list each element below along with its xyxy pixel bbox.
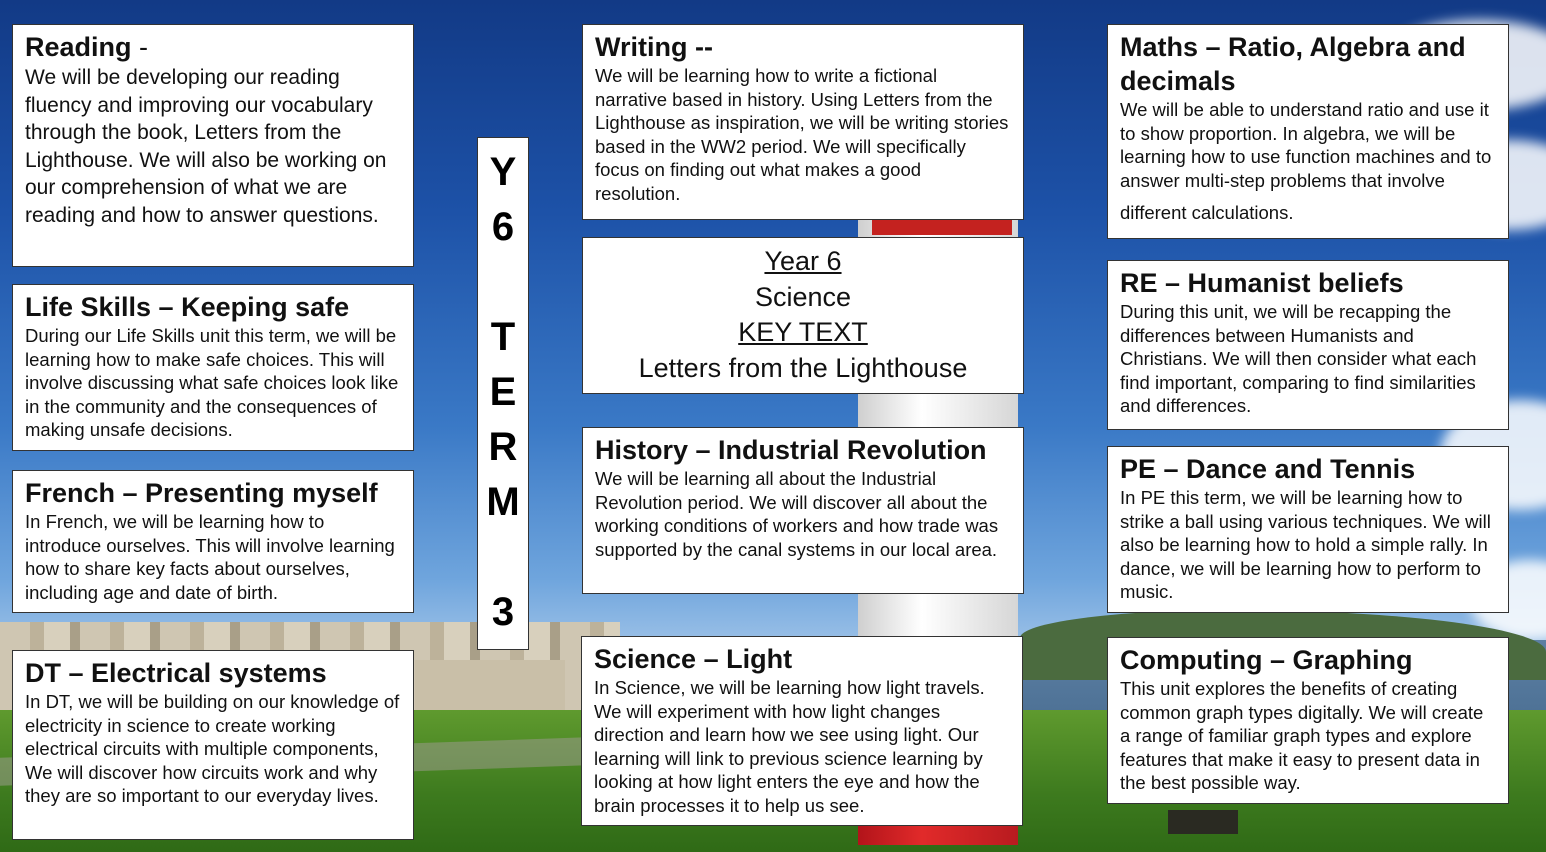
writing-box bbox=[582, 24, 1024, 220]
key-text-title: Letters from the Lighthouse bbox=[638, 352, 968, 383]
science-body: In Science, we will be learning how light travels. We will experiment with how light changes direction and learn how we see using light. Our learning will link to previous science learning by looking at how light enters the eye and how the brain processes it to help us see. bbox=[594, 677, 985, 816]
dt-title: DT – Electrical systems bbox=[25, 658, 327, 688]
title-char: E bbox=[489, 370, 517, 414]
reading-title: Reading bbox=[25, 32, 132, 62]
title-char: 6 bbox=[491, 205, 515, 249]
life-skills-body: During our Life Skills unit this term, we will be learning how to make safe choices. This will involve discussing what safe choices look like in the community and the consequences of making unsafe decisions. bbox=[25, 325, 399, 441]
year-label: Year 6 bbox=[764, 246, 842, 276]
history-body: We will be learning all about the Industrial Revolution period. We will discover all about the working conditions of workers and how trade was supported by the canal systems in our local area. bbox=[595, 468, 999, 560]
title-char: T bbox=[490, 315, 516, 359]
re-body: During this unit, we will be recapping the differences between Humanists and Christians. We will then consider what each find important, comparing to find similarities and differences. bbox=[1120, 301, 1477, 417]
bench bbox=[1168, 810, 1238, 834]
life-skills-box bbox=[12, 284, 414, 451]
pe-title: PE – Dance and Tennis bbox=[1120, 454, 1416, 484]
maths-title: Maths – Ratio, Algebra and decimals bbox=[1120, 32, 1466, 96]
title-char: R bbox=[488, 425, 518, 469]
french-title: French – Presenting myself bbox=[25, 478, 378, 508]
dt-box bbox=[12, 650, 414, 840]
maths-body-last: different calculations. bbox=[1120, 202, 1294, 224]
writing-title: Writing -- bbox=[595, 32, 713, 62]
key-text-label: KEY TEXT bbox=[738, 317, 868, 347]
reading-box bbox=[12, 24, 414, 267]
reading-heading bbox=[25, 30, 401, 64]
french-box bbox=[12, 470, 414, 613]
history-box bbox=[582, 427, 1024, 594]
reading-title-suffix: - bbox=[131, 32, 149, 62]
key-info-box bbox=[582, 237, 1024, 394]
life-skills-title: Life Skills – Keeping safe bbox=[25, 292, 350, 322]
re-title: RE – Humanist beliefs bbox=[1120, 268, 1404, 298]
computing-box bbox=[1107, 637, 1509, 804]
title-char: Y bbox=[489, 150, 517, 194]
pe-box bbox=[1107, 446, 1509, 613]
maths-body: We will be able to understand ratio and use it to show proportion. In algebra, we will be learning how to use function machines and to answer multi-step problems that involve bbox=[1120, 99, 1492, 191]
computing-body: This unit explores the benefits of creating common graph types digitally. We will create a range of familiar graph types and explore features that make it easy to present data in the best possible way. bbox=[1120, 678, 1484, 794]
title-char: M bbox=[486, 480, 520, 524]
subject-label: Science bbox=[754, 281, 852, 312]
pe-body: In PE this term, we will be learning how to strike a ball using various techniques. We will also be learning how to hold a simple rally. In dance, we will be learning how to perform to music. bbox=[1120, 487, 1491, 603]
dt-body: In DT, we will be building on our knowledge of electricity in science to create working electrical circuits with multiple components, We will discover how circuits work and why they are so important to our everyday lives. bbox=[25, 691, 400, 807]
history-title: History – Industrial Revolution bbox=[595, 435, 987, 465]
computing-title: Computing – Graphing bbox=[1120, 645, 1413, 675]
science-box bbox=[581, 636, 1023, 826]
term-vertical-title bbox=[477, 137, 529, 650]
science-title: Science – Light bbox=[594, 644, 793, 674]
re-box bbox=[1107, 260, 1509, 430]
french-body: In French, we will be learning how to introduce ourselves. This will involve learning how to share key facts about ourselves, including age and date of birth. bbox=[25, 511, 395, 603]
title-char: 3 bbox=[491, 590, 515, 634]
writing-body: We will be learning how to write a fictional narrative based in history. Using Letters from the Lighthouse as inspiration, we will be writing stories based in the WW2 period. We will specifically focus on finding out what makes a good resolution. bbox=[595, 65, 1009, 204]
maths-box bbox=[1107, 24, 1509, 239]
reading-body: We will be developing our reading fluency and improving our vocabulary through the book, Letters from the Lighthouse. We will also be working on our comprehension of what we are reading and how to answer questions. bbox=[25, 66, 387, 227]
